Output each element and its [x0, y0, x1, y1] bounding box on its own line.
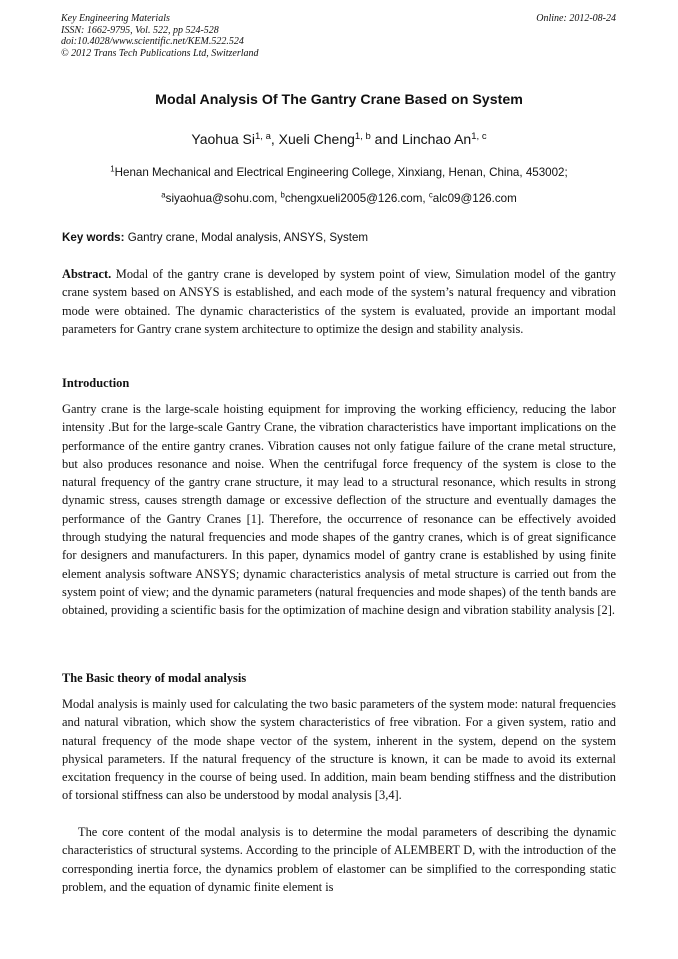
email-mark: c	[428, 190, 433, 200]
theory-paragraph: Modal analysis is mainly used for calculating the two basic parameters of the system mode: natural frequencies and natural vibration, which show the system characteristics of free vibration. For a given system, ratio and natural frequency of the mode shape vector of the system, inherent in the system, depend on the system physical parameters. If the natural frequency of the structure is known, it can be made to avoid its external excitation frequency in the course of being used. In addition, main beam bending stiffness and the distribution of torsional stiffness can also be understood by modal analysis [3,4].	[62, 697, 616, 803]
author-name: Xueli Cheng	[278, 131, 355, 147]
author-affiliation-mark: 1, a	[254, 130, 271, 142]
email-mark: a	[161, 190, 166, 200]
author-name: Linchao An	[401, 131, 472, 147]
keywords-text: Gantry crane, Modal analysis, ANSYS, System	[124, 231, 369, 244]
doi-line: doi:10.4028/www.scientific.net/KEM.522.524	[61, 36, 244, 47]
journal-name: Key Engineering Materials	[61, 13, 170, 24]
abstract-label: Abstract.	[62, 267, 112, 281]
copyright-line: © 2012 Trans Tech Publications Ltd, Switzerland	[61, 47, 259, 59]
theory-heading: The Basic theory of modal analysis	[62, 671, 247, 685]
author-affiliation-mark: 1, b	[354, 130, 371, 142]
keywords	[62, 231, 616, 244]
affiliation-mark: 1	[110, 164, 115, 174]
theory-paragraph: The core content of the modal analysis is to determine the modal parameters of describing the dynamic characteristics of structural systems. According to the principle of ALEMBERT D, with the introduction of the corresponding inertia force, the dynamics problem of elastomer can be simplified to the corresponding static problem, and the equation of dynamic finite element is	[62, 825, 616, 894]
email-address: alc09@126.com	[432, 192, 517, 205]
paper-title: Modal Analysis Of The Gantry Crane Based on System	[155, 92, 523, 108]
email-mark: b	[280, 190, 285, 200]
affiliation-text: Henan Mechanical and Electrical Engineering College, Xinxiang, Henan, China, 453002;	[114, 166, 568, 179]
abstract-text: Modal of the gantry crane is developed by system point of view, Simulation model of the gantry crane system based on ANSYS is established, and each mode of the system’s natural frequency and vibration mode were obtained. The dynamic characteristics of the system is evaluated, provide an important modal parameters for Gantry crane system architecture to optimize the design and stability analysis.	[62, 267, 616, 337]
affiliation	[0, 166, 678, 179]
introduction-paragraph: Gantry crane is the large-scale hoisting equipment for improving the working efficiency, reducing the labor intensity .But for the large-scale Gantry Crane, the vibration characteristics have important implications on the performance of the entire gantry cranes. Vibration causes not only fatigue failure of the crane metal structure, but also produces resonance and noise. When the centrifugal force frequency of the system is close to the natural frequency of the gantry crane structure, it may lead to a structural resonance, which results in strong dynamic stress, causes strength damage or excessive deflection of the structure and eventually damages the performance of the Gantry Cranes [1]. Therefore, the occurrence of resonance can be effectively avoided through studying the natural frequencies and mode shapes of the gantry cranes, which is of great significance for designers and manufacturers. In this paper, dynamics model of gantry crane is established by using finite element analysis software ANSYS; dynamic characteristics analysis of metal structure is carried out from the system point of view; and the dynamic parameters (natural frequencies and mode shapes) of the tenth bands are obtained, providing a scientific basis for the optimization of machine design and vibration stability analysis [2].	[62, 402, 616, 618]
introduction-heading: Introduction	[62, 376, 130, 390]
email-address: siyaohua@sohu.com,	[165, 192, 281, 205]
email-address: chengxueli2005@126.com,	[284, 192, 429, 205]
email-list	[0, 192, 678, 205]
author-separator: ,	[270, 131, 279, 147]
online-date: Online: 2012-08-24	[536, 13, 616, 24]
issn-line: ISSN: 1662-9795, Vol. 522, pp 524-528	[61, 24, 219, 36]
author-name: Yaohua Si	[191, 131, 255, 147]
abstract	[62, 265, 616, 339]
author-list	[0, 131, 678, 147]
author-affiliation-mark: 1, c	[471, 130, 487, 142]
keywords-label: Key words:	[62, 231, 125, 244]
author-separator: and	[370, 131, 402, 147]
journal-header	[61, 13, 616, 59]
